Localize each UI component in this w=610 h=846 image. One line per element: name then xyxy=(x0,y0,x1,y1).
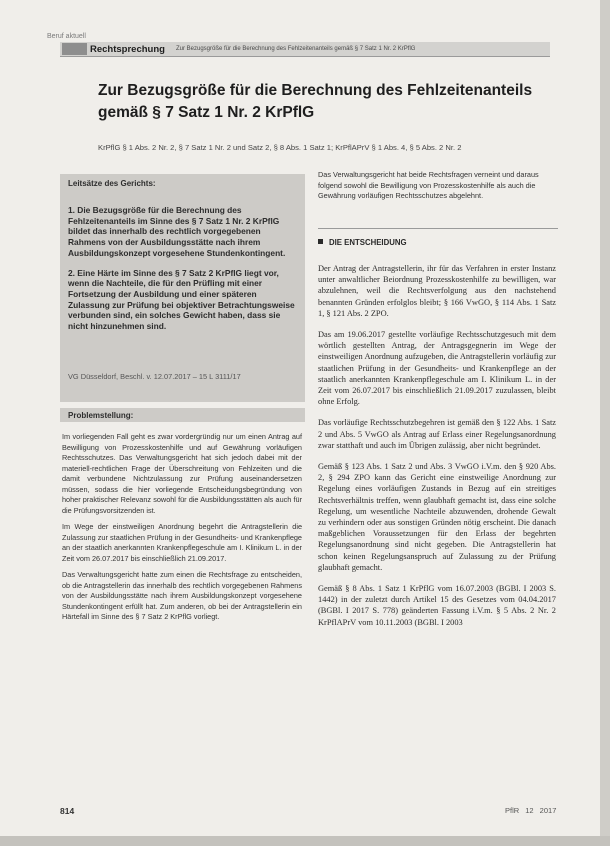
square-bullet-icon xyxy=(318,239,323,244)
leitsaetze-label: Leitsätze des Gerichts: xyxy=(68,179,156,188)
page-bottom-edge xyxy=(0,836,610,846)
journal-footer: PflR 12 2017 xyxy=(505,806,557,815)
header-subtitle: Zur Bezugsgröße für die Berechnung des Fehlzeitenanteils gemäß § 7 Satz 1 Nr. 2 KrPflG xyxy=(176,46,416,52)
article-norms: KrPflG § 1 Abs. 2 Nr. 2, § 7 Satz 1 Nr. 2 und Satz 2, § 8 Abs. 1 Satz 1; KrPflAPrV § 1 Abs. 4, § 5 Abs. 2 Nr. 2 xyxy=(98,143,462,152)
decision-paragraph-3: Das vorläufige Rechtsschutzbegehren ist gemäß den § 122 Abs. 1 Satz 2 und Abs. 5 VwGO als Antrag auf Erlass einer Regelungsanordnung zwar statthaft und auch im Übrigen zulässig, aber nicht begründet. xyxy=(318,418,556,450)
article-title: Zur Bezugsgröße für die Berechnung des Fehlzeitenanteils gemäß § 7 Satz 1 Nr. 2 KrPflG xyxy=(98,82,533,121)
page-edge xyxy=(600,0,610,846)
page-number: 814 xyxy=(60,806,75,816)
decision-paragraph-4: Gemäß § 123 Abs. 1 Satz 2 und Abs. 3 VwGO i.V.m. den § 920 Abs. 2, § 294 ZPO kann das Gericht eine einstweilige Anordnung zur Regelung eines vorläufigen Zustands in Bezug auf ein streitiges Rechtsverhältnis treffen, wenn glaubhaft gemacht ist, dass eine solche Regelung, um wesentliche Nachteile abzuwenden, drohende Gewalt zu verhindern oder aus sonstigen Gründen nötig erscheint. Die danach maßgeblichen Voraussetzungen für den Erlass der begehrten Regelungsanordnung sind nicht gegeben. Die Antragstellerin hat schon keinen Regelungsanspruch auf Zulassung zu der Prüfung glaubhaft gemacht. xyxy=(318,462,556,572)
decision-paragraph-1: Der Antrag der Antragstellerin, ihr für das Verfahren in erster Instanz unter anwaltlicher Beiordnung Prozesskostenhilfe zu bewilligen, war abzulehnen, weil die Rechtsverfolgung aus den nachstehend benannten Gründen erfolglos bleibt; § 166 VwGO, § 114 Abs. 1 Satz 1, § 121 Abs. 2 ZPO. xyxy=(318,264,556,318)
header-title: Rechtsprechung xyxy=(90,44,165,55)
decision-paragraph-2: Das am 19.06.2017 gestellte vorläufige Rechtsschutzgesuch mit dem wörtlich gestellten Antrag, der Antragsgegnerin im Wege der einstweiligen Anordnung aufzugeben, die Antragstellerin vorläufig zur staatlichen Prüfung in der Gesundheits- und Krankenpflege an der staatlich anerkannten Krankenpflegeschule am I. Klinikum L. in der Zeit vom 26.07.2017 bis einschließlich 21.09.2017 zuzulassen, bleibt ohne Erfolg. xyxy=(318,330,556,407)
leitsaetze-body xyxy=(68,205,299,341)
section-label: Beruf aktuell xyxy=(47,33,86,40)
decision-heading xyxy=(318,238,407,247)
court-citation: VG Düsseldorf, Beschl. v. 12.07.2017 – 15 L 3111/17 xyxy=(68,372,241,381)
problem-label: Problemstellung: xyxy=(68,411,134,420)
decision-paragraph-5: Gemäß § 8 Abs. 1 Satz 1 KrPflG vom 16.07.2003 (BGBl. I 2003 S. 1442) in der zuletzt durch Artikel 15 des Gesetzes vom 04.04.2017 (BGBl. I 2017 S. 778) geänderten Fassung i.V.m. § 5 Abs. 2 Nr. 2 KrPflAPrV vom 10.11.2003 (BGBl. I 2003 xyxy=(318,584,556,627)
leitsatz-2: 2. Eine Härte im Sinne des § 7 Satz 2 KrPflG liegt vor, wenn die Nachteile, die für den Prüfling mit einer Fortsetzung der Ausbildung und einer späteren Zulassung zur Prüfung bei objektiver Betrachtungsweise verbunden sind, ein solches Gewicht haben, dass sie nicht hinzunehmen sind. xyxy=(68,267,295,332)
problem-body xyxy=(62,432,302,629)
problem-paragraph-2: Im Wege der einstweiligen Anordnung begehrt die Antragstellerin die Zulassung zur staatlichen Prüfung in der Gesundheits- und Krankenpflege an der staatlich anerkannten Krankenpflegeschule am I. Klinikum L. in der Zeit vom 26.07.2017 bis einschließlich 21.09.2017. xyxy=(62,522,302,563)
problem-paragraph-1: Im vorliegenden Fall geht es zwar vordergründig nur um einen Antrag auf Bewilligung von Prozesskostenhilfe und auf Gewährung vorläufigen Rechtsschutzes. Das Verwaltungsgericht hat sich jedoch dabei mit der materiell-rechtlichen Frage der Überschreitung von Fehlzeiten und die damit verbundene Nichtzulassung zur Prüfung auseinandersetzen müssen, sodass die hier vorliegende Entscheidungsbegründung von hoher praktischer Relevanz sowohl für die Ausbildungsstätten als auch für die Prüfungsvorsitzenden ist. xyxy=(62,432,302,515)
header-tab-marker xyxy=(62,43,87,55)
decision-body xyxy=(318,263,556,638)
leitsatz-1: 1. Die Bezugsgröße für die Berechnung des Fehlzeitenanteils im Sinne des § 7 Satz 1 Nr. 2 KrPflG bildet das innerhalb des rechtlich vorgegebenen Rahmens von der Ausbildungsstätte nach ihrem Ausbildungskonzept vorgesehene Stundenkontingent. xyxy=(68,205,286,258)
right-intro: Das Verwaltungsgericht hat beide Rechtsfragen verneint und daraus folgend sowohl die Bewilligung von Prozesskostenhilfe als auch die Gewährung vorläufigen Rechtsschutzes abgelehnt. xyxy=(318,170,539,200)
divider-rule xyxy=(318,228,558,229)
decision-heading-text: DIE ENTSCHEIDUNG xyxy=(329,238,407,247)
problem-paragraph-3: Das Verwaltungsgericht hatte zum einen die Rechtsfrage zu entscheiden, ob die Antragstellerin das innerhalb des rechtlich vorgegebenen Rahmens von der Ausbildungsstätte nach ihrem Ausbildungskonzept vorgesehene Stundenkontingent erfüllt hat. Zum anderen, ob bei der Antragstellerin ein Härtefall im Sinne des § 7 Satz 2 KrPflG vorliegt. xyxy=(62,570,302,621)
